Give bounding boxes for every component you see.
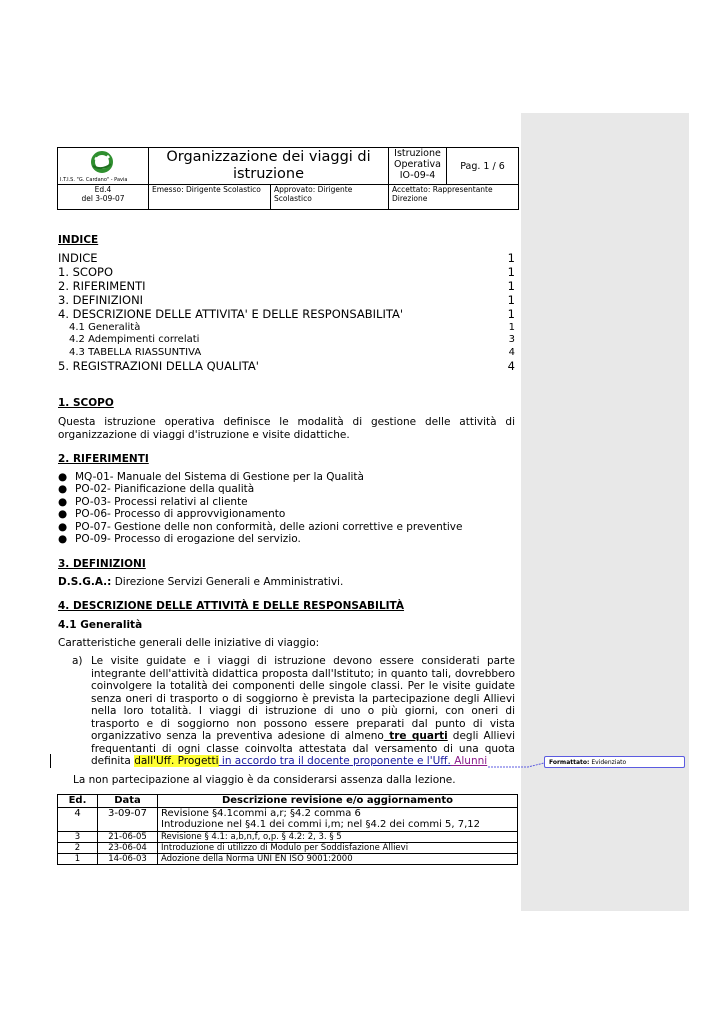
toc-page: 1 xyxy=(508,322,515,333)
document-type xyxy=(389,148,447,185)
toc-entry[interactable] xyxy=(58,294,515,308)
section-heading-definizioni: 3. DEFINIZIONI xyxy=(58,558,146,570)
toc-page: 1 xyxy=(507,293,515,307)
cell-description: Revisione § 4.1: a,b,n,f, o,p. § 4.2: 2, 3. § 5 xyxy=(158,831,518,842)
toc-label: 4. DESCRIZIONE DELLE ATTIVITA' E DELLE RESPONSABILITA' xyxy=(58,307,403,321)
cell-date: 21-06-05 xyxy=(98,831,158,842)
bullet-icon: ● xyxy=(58,533,68,545)
toc-page: 1 xyxy=(507,307,515,321)
bullet-icon: ● xyxy=(58,521,68,533)
toc-label: 5. REGISTRAZIONI DELLA QUALITA' xyxy=(58,359,259,373)
list-item-text: PO-02- Pianificazione della qualità xyxy=(75,483,255,495)
toc-page: 1 xyxy=(507,279,515,293)
edition-date: del 3-09-07 xyxy=(81,194,125,203)
bullet-icon: ● xyxy=(58,471,68,483)
text-run: definita xyxy=(91,755,135,767)
bullet-icon: ● xyxy=(58,496,68,508)
text-line: integrante dell'attività didattica proposta dall'Istituto; in quanto tali, dovrebbero xyxy=(91,667,515,680)
toc-subentry[interactable] xyxy=(58,347,515,360)
table-row xyxy=(58,842,518,853)
toc-entry[interactable] xyxy=(58,280,515,294)
doc-type-line: Operativa xyxy=(394,159,441,170)
text-line: frequentanti di ogni classe coinvolta attestata dal versamento di una quota xyxy=(91,742,515,755)
toc-label: 4.1 Generalità xyxy=(69,322,141,333)
section-heading-scopo: 1. SCOPO xyxy=(58,397,114,409)
definition-text: Direzione Servizi Generali e Amministrativi. xyxy=(111,576,344,588)
list-item-text: PO-03- Processi relativi al cliente xyxy=(75,496,248,508)
list-item-text: MQ-01- Manuale del Sistema di Gestione per la Qualità xyxy=(75,471,364,483)
toc-label: 3. DEFINIZIONI xyxy=(58,293,144,307)
text-line: senza oneri di trasporto o di soggiorno è prevista la partecipazione degli Allievi xyxy=(91,692,515,705)
toc-entry[interactable] xyxy=(58,360,515,374)
column-header: Data xyxy=(98,795,158,808)
list-item-body xyxy=(91,655,515,768)
comment-balloon[interactable] xyxy=(544,756,685,768)
description-line: Revisione §4.1commi a,r; §4.2 comma 6 xyxy=(161,807,361,819)
page-number: Pag. 1 / 6 xyxy=(447,148,519,185)
comment-connector xyxy=(488,760,548,770)
text-run: organizzativo senza la preventiva adesione di almeno xyxy=(91,730,384,742)
document-title: Organizzazione dei viaggi di istruzione xyxy=(149,148,389,185)
toc-page: 4 xyxy=(508,347,515,358)
list-item-text: PO-07- Gestione delle non conformità, delle azioni correttive e preventive xyxy=(75,521,463,533)
toc-entry[interactable] xyxy=(58,266,515,280)
table-row xyxy=(58,853,518,864)
toc-label: 4.3 TABELLA RIASSUNTIVA xyxy=(69,347,202,358)
cell-description: Introduzione di utilizzo di Modulo per Soddisfazione Allievi xyxy=(158,842,518,853)
toc-label: INDICE xyxy=(58,251,98,265)
cell-description: Adozione della Norma UNI EN ISO 9001:2000 xyxy=(158,853,518,864)
cell-date: 3-09-07 xyxy=(98,807,158,831)
toc-page: 3 xyxy=(508,334,515,345)
logo-cell xyxy=(58,148,149,185)
text-line xyxy=(91,755,515,768)
definition-term: D.S.G.A.: xyxy=(58,576,112,588)
markup-pane xyxy=(521,113,689,911)
revision-table xyxy=(57,794,518,865)
toc-label: 2. RIFERIMENTI xyxy=(58,279,146,293)
approved-by: Approvato: Dirigente Scolastico xyxy=(271,185,389,210)
text-line: coinvolgere la totalità dei componenti delle singole classi. Per le visite guidate xyxy=(91,680,515,692)
scopo-text: Questa istruzione operativa definisce le modalità di gestione delle attività di organizzazione di viaggi d'istruzione e visite didattiche. xyxy=(58,416,515,441)
list-item-a xyxy=(72,655,515,768)
table-row xyxy=(58,807,518,831)
accepted-by: Accettato: Rappresentante Direzione xyxy=(389,185,519,210)
toc-label: 4.2 Adempimenti correlati xyxy=(69,334,200,345)
issued-by: Emesso: Dirigente Scolastico xyxy=(149,185,271,210)
subsection-heading: 4.1 Generalità xyxy=(58,619,143,631)
definition xyxy=(58,576,343,588)
bullet-icon: ● xyxy=(58,508,68,520)
header-table xyxy=(57,147,519,210)
edition: Ed.4 xyxy=(94,185,112,194)
cell-edition: 1 xyxy=(58,853,98,864)
list-item-text: PO-09- Processo di erogazione del servizio. xyxy=(75,533,301,545)
tracked-insertion: Alunni xyxy=(450,755,488,767)
doc-type-line: Istruzione xyxy=(394,148,441,159)
absence-note: La non partecipazione al viaggio è da considerarsi assenza dalla lezione. xyxy=(73,774,456,786)
toc-subentry[interactable] xyxy=(58,334,515,347)
index-heading: INDICE xyxy=(58,234,99,246)
logo-caption: I.T.I.S. "G. Cardano" - Pavia xyxy=(60,177,128,183)
table-row xyxy=(58,831,518,842)
toc-page: 4 xyxy=(507,359,515,373)
section-heading-riferimenti: 2. RIFERIMENTI xyxy=(58,453,149,465)
list-marker: a) xyxy=(72,655,83,667)
text-cursor xyxy=(50,754,51,768)
text-line: nella loro totalità. I viaggi di istruzione di uno o più giorni, con oneri di xyxy=(91,705,515,717)
school-logo-icon xyxy=(89,151,115,173)
cell-edition: 2 xyxy=(58,842,98,853)
cell-edition: 4 xyxy=(58,807,98,831)
tracked-insertion: in accordo tra il docente proponente e l'Uff. xyxy=(218,755,451,767)
toc-entry[interactable] xyxy=(58,308,515,322)
toc-page: 1 xyxy=(507,251,515,265)
text-line xyxy=(91,730,515,743)
intro-text: Caratteristiche generali delle iniziative di viaggio: xyxy=(58,637,320,649)
toc-entry[interactable] xyxy=(58,252,515,266)
toc-label: 1. SCOPO xyxy=(58,265,113,279)
cell-edition: 3 xyxy=(58,831,98,842)
section-heading-descrizione: 4. DESCRIZIONE DELLE ATTIVITÀ E DELLE RESPONSABILITÀ xyxy=(58,600,405,612)
text-line: trasporto e di soggiorno non possono essere preparati dal punto di vista xyxy=(91,717,515,730)
doc-code: IO-09-4 xyxy=(399,170,436,181)
column-header: Descrizione revisione e/o aggiornamento xyxy=(158,795,518,808)
list-item-text: PO-06- Processo di approvvigionamento xyxy=(75,508,286,520)
highlighted-text: dall'Uff. Progetti xyxy=(134,755,219,767)
bullet-icon: ● xyxy=(58,483,68,495)
description-line: Introduzione nel §4.1 dei commi i,m; nel §4.2 dei commi 5, 7,12 xyxy=(161,819,481,830)
comment-label: Formattato: xyxy=(549,759,590,766)
text-line: Le visite guidate e i viaggi di istruzione devono essere considerati parte xyxy=(91,655,515,667)
comment-value: Evidenziato xyxy=(589,759,627,766)
edition-cell xyxy=(58,185,149,210)
text-run: degli Allievi xyxy=(447,730,515,742)
emphasis: tre quarti xyxy=(383,730,448,742)
cell-date: 23-06-04 xyxy=(98,842,158,853)
cell-date: 14-06-03 xyxy=(98,853,158,864)
cell-description xyxy=(158,807,518,831)
toc-subentry[interactable] xyxy=(58,322,515,335)
toc-page: 1 xyxy=(507,265,515,279)
column-header: Ed. xyxy=(58,795,98,808)
